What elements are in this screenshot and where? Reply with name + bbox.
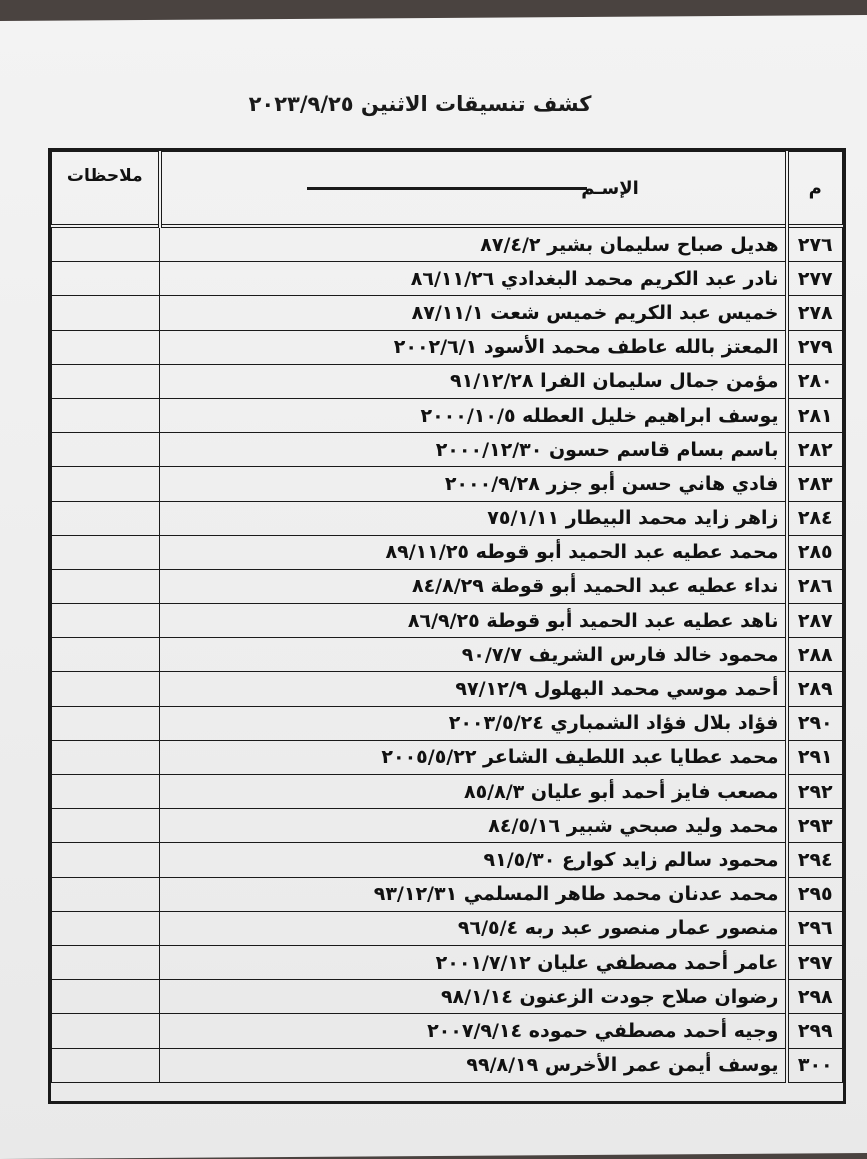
table-row xyxy=(52,672,843,706)
row-name: هديل صباح سليمان بشير ٨٧/٤/٢ xyxy=(160,226,787,262)
row-number: ٢٨١ xyxy=(787,398,843,432)
row-name: محمد عطيه عبد الحميد أبو قوطه ٨٩/١١/٢٥ xyxy=(160,535,787,569)
table-row xyxy=(52,706,843,740)
row-notes xyxy=(52,364,160,398)
row-notes xyxy=(52,843,160,877)
row-notes xyxy=(52,775,160,809)
table-row xyxy=(52,877,843,911)
row-notes xyxy=(52,398,160,432)
row-name: يوسف ابراهيم خليل العطله ٢٠٠٠/١٠/٥ xyxy=(160,398,787,432)
table-row xyxy=(52,398,843,432)
row-name: محمود خالد فارس الشريف ٩٠/٧/٧ xyxy=(160,638,787,672)
row-notes xyxy=(52,330,160,364)
row-name: نداء عطيه عبد الحميد أبو قوطة ٨٤/٨/٢٩ xyxy=(160,569,787,603)
row-name: محمد عطايا عبد اللطيف الشاعر ٢٠٠٥/٥/٢٢ xyxy=(160,740,787,774)
row-notes xyxy=(52,1014,160,1048)
row-notes xyxy=(52,501,160,535)
table-row xyxy=(52,535,843,569)
table-row xyxy=(52,775,843,809)
row-notes xyxy=(52,911,160,945)
row-name: أحمد موسي محمد البهلول ٩٧/١٢/٩ xyxy=(160,672,787,706)
row-name: يوسف أيمن عمر الأخرس ٩٩/٨/١٩ xyxy=(160,1048,787,1082)
table-row xyxy=(52,364,843,398)
row-number: ٢٧٦ xyxy=(787,226,843,262)
header-number: م xyxy=(787,152,843,227)
table-row xyxy=(52,604,843,638)
row-name: فؤاد بلال فؤاد الشمباري ٢٠٠٣/٥/٢٤ xyxy=(160,706,787,740)
row-notes xyxy=(52,296,160,330)
table-header-row xyxy=(52,152,843,227)
row-name: المعتز بالله عاطف محمد الأسود ٢٠٠٢/٦/١ xyxy=(160,330,787,364)
row-number: ٢٨٥ xyxy=(787,535,843,569)
row-notes xyxy=(52,1048,160,1082)
table-body xyxy=(52,226,843,1082)
table-row xyxy=(52,433,843,467)
header-notes: ملاحظات xyxy=(52,152,160,227)
row-number: ٣٠٠ xyxy=(787,1048,843,1082)
table-row xyxy=(52,843,843,877)
row-name: وجيه أحمد مصطفي حموده ٢٠٠٧/٩/١٤ xyxy=(160,1014,787,1048)
row-number: ٢٨٤ xyxy=(787,501,843,535)
row-name: محمود سالم زايد كوارع ٩١/٥/٣٠ xyxy=(160,843,787,877)
row-notes xyxy=(52,262,160,296)
row-name: عامر أحمد مصطفي عليان ٢٠٠١/٧/١٢ xyxy=(160,945,787,979)
row-number: ٢٨٠ xyxy=(787,364,843,398)
row-notes xyxy=(52,433,160,467)
row-name: مؤمن جمال سليمان الفرا ٩١/١٢/٢٨ xyxy=(160,364,787,398)
row-name: رضوان صلاح جودت الزعنون ٩٨/١/١٤ xyxy=(160,980,787,1014)
row-name: نادر عبد الكريم محمد البغدادي ٨٦/١١/٢٦ xyxy=(160,262,787,296)
row-name: محمد عدنان محمد طاهر المسلمي ٩٣/١٢/٣١ xyxy=(160,877,787,911)
table-row xyxy=(52,945,843,979)
table-row xyxy=(52,330,843,364)
row-notes xyxy=(52,706,160,740)
row-number: ٢٩٤ xyxy=(787,843,843,877)
row-name: ناهد عطيه عبد الحميد أبو قوطة ٨٦/٩/٢٥ xyxy=(160,604,787,638)
row-notes xyxy=(52,638,160,672)
row-name: مصعب فايز أحمد أبو عليان ٨٥/٨/٣ xyxy=(160,775,787,809)
row-name: خميس عبد الكريم خميس شعت ٨٧/١١/١ xyxy=(160,296,787,330)
row-name: محمد وليد صبحي شبير ٨٤/٥/١٦ xyxy=(160,809,787,843)
table-row xyxy=(52,1048,843,1082)
table-row xyxy=(52,296,843,330)
row-notes xyxy=(52,877,160,911)
row-name: زاهر زايد محمد البيطار ٧٥/١/١١ xyxy=(160,501,787,535)
header-name-label: الإسـم xyxy=(581,177,639,199)
names-table-frame xyxy=(48,148,846,1104)
table-row xyxy=(52,638,843,672)
row-number: ٢٧٩ xyxy=(787,330,843,364)
row-notes xyxy=(52,569,160,603)
row-number: ٢٩٦ xyxy=(787,911,843,945)
row-number: ٢٩٧ xyxy=(787,945,843,979)
row-notes xyxy=(52,604,160,638)
row-notes xyxy=(52,980,160,1014)
row-notes xyxy=(52,945,160,979)
row-number: ٢٨٩ xyxy=(787,672,843,706)
table-row xyxy=(52,226,843,262)
row-number: ٢٩٠ xyxy=(787,706,843,740)
header-name xyxy=(160,152,787,227)
row-number: ٢٨٦ xyxy=(787,569,843,603)
row-number: ٢٨٧ xyxy=(787,604,843,638)
table-row xyxy=(52,740,843,774)
table-row xyxy=(52,980,843,1014)
names-table xyxy=(51,151,843,1083)
table-row xyxy=(52,467,843,501)
row-name: فادي هاني حسن أبو جزر ٢٠٠٠/٩/٢٨ xyxy=(160,467,787,501)
row-notes xyxy=(52,809,160,843)
table-row xyxy=(52,1014,843,1048)
row-name: منصور عمار منصور عبد ربه ٩٦/٥/٤ xyxy=(160,911,787,945)
row-number: ٢٧٧ xyxy=(787,262,843,296)
row-notes xyxy=(52,535,160,569)
table-row xyxy=(52,911,843,945)
row-number: ٢٩٣ xyxy=(787,809,843,843)
row-number: ٢٧٨ xyxy=(787,296,843,330)
table-row xyxy=(52,501,843,535)
row-number: ٢٩٩ xyxy=(787,1014,843,1048)
row-name: باسم بسام قاسم حسون ٢٠٠٠/١٢/٣٠ xyxy=(160,433,787,467)
row-number: ٢٨٢ xyxy=(787,433,843,467)
row-number: ٢٨٣ xyxy=(787,467,843,501)
row-number: ٢٩٨ xyxy=(787,980,843,1014)
row-notes xyxy=(52,740,160,774)
row-notes xyxy=(52,467,160,501)
row-notes xyxy=(52,672,160,706)
row-number: ٢٩٢ xyxy=(787,775,843,809)
table-row xyxy=(52,809,843,843)
row-number: ٢٨٨ xyxy=(787,638,843,672)
table-row xyxy=(52,262,843,296)
table-row xyxy=(52,569,843,603)
header-name-underline xyxy=(307,187,587,190)
row-number: ٢٩٥ xyxy=(787,877,843,911)
row-number: ٢٩١ xyxy=(787,740,843,774)
page-title: كشف تنسيقات الاثنين ٢٠٢٣/٩/٢٥ xyxy=(248,92,592,116)
row-notes xyxy=(52,226,160,262)
